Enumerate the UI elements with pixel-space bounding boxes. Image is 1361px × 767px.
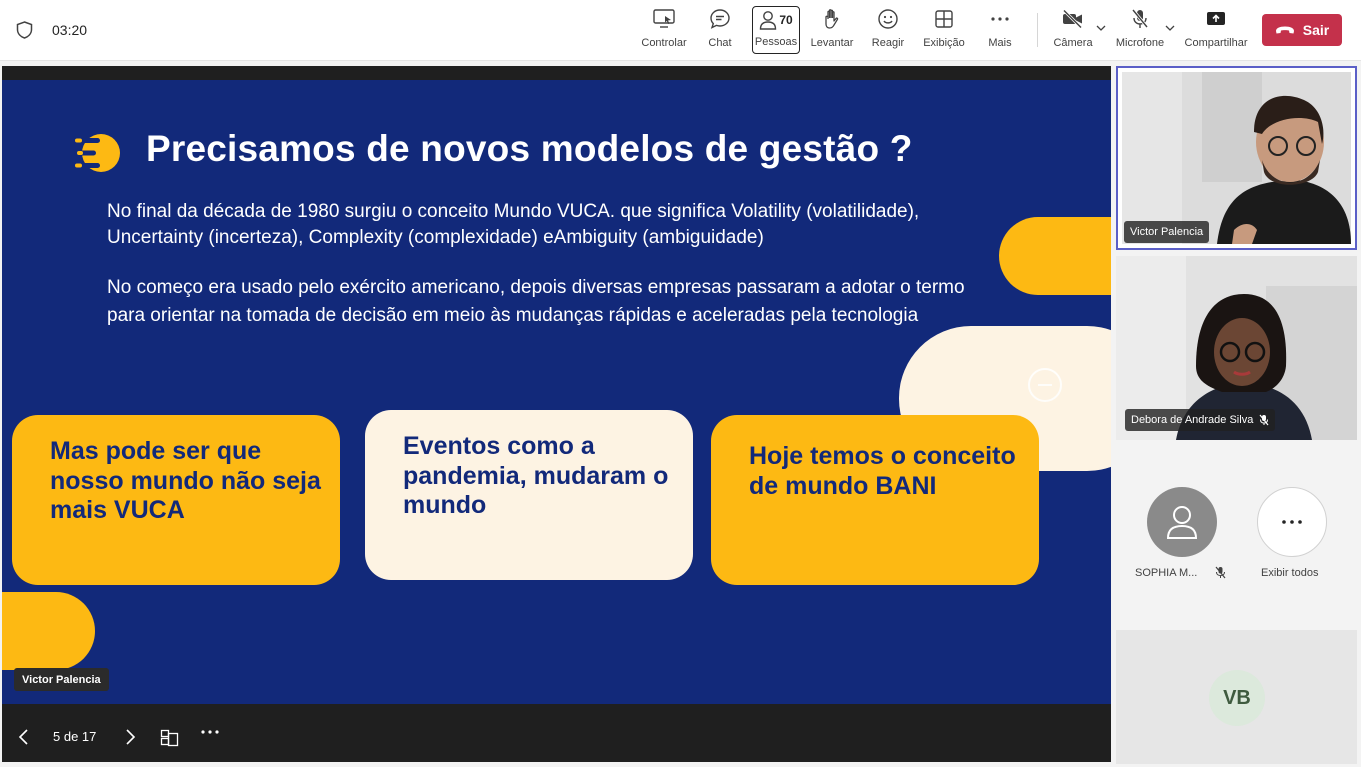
presentation-slide	[2, 80, 1111, 704]
microfone-label: Microfone	[1115, 37, 1165, 49]
smiley-icon	[877, 6, 899, 32]
chat-button[interactable]	[704, 6, 736, 54]
person-icon	[1165, 504, 1199, 540]
share-screen-icon	[1205, 6, 1227, 32]
screen-control-icon	[652, 6, 676, 32]
participant-name-label: SOPHIA M...	[1135, 567, 1198, 579]
speed-circle-logo-icon	[74, 130, 122, 176]
slide-paragraph-1: No final da década de 1980 surgiu o conceito Mundo VUCA. que significa Volatility (volatilidade), Uncertainty (incerteza), Complexity (complexidade) eAmbiguity (ambiguidade)	[107, 201, 920, 248]
camera-button[interactable]	[1053, 6, 1093, 54]
people-icon	[759, 10, 777, 30]
participant-video-image	[1122, 72, 1351, 244]
shield-icon	[16, 21, 33, 39]
meeting-toolbar	[0, 0, 1361, 61]
participant-name: Victor Palencia	[1130, 226, 1204, 238]
slide-more-options-icon[interactable]	[200, 729, 220, 735]
decorative-pill	[999, 217, 1111, 295]
reagir-label: Reagir	[871, 37, 905, 49]
people-icon-wrap	[759, 7, 792, 33]
chat-icon	[709, 6, 731, 32]
decorative-pill	[2, 592, 95, 670]
levantar-label: Levantar	[810, 37, 854, 49]
slide-card: Eventos como a pandemia, mudaram o mundo	[365, 410, 693, 580]
more-horizontal-icon	[1281, 519, 1303, 525]
mais-label: Mais	[988, 37, 1012, 49]
exibicao-label: Exibição	[923, 37, 965, 49]
meeting-timer: 03:20	[52, 22, 88, 38]
compartilhar-button[interactable]	[1184, 6, 1248, 54]
exibicao-button[interactable]	[922, 6, 966, 54]
hang-up-icon	[1275, 25, 1295, 35]
participant-video-tile[interactable]	[1116, 256, 1357, 440]
reagir-button[interactable]	[870, 6, 906, 54]
camera-label: Câmera	[1053, 37, 1093, 49]
pessoas-button[interactable]	[752, 6, 800, 54]
participant-name-tag	[1125, 409, 1275, 431]
minus-circle-icon	[1028, 368, 1062, 402]
mais-button[interactable]	[984, 6, 1016, 54]
compartilhar-label: Compartilhar	[1184, 37, 1248, 49]
chat-label: Chat	[708, 37, 732, 49]
slide-sorter-icon[interactable]	[160, 729, 180, 747]
toolbar-divider	[1037, 13, 1038, 47]
participant-video-tile[interactable]	[1116, 66, 1357, 250]
controlar-button[interactable]	[641, 6, 687, 54]
layout-grid-icon	[934, 6, 954, 32]
previous-slide-icon[interactable]	[18, 729, 30, 745]
mic-off-icon	[1130, 6, 1150, 32]
microfone-button[interactable]	[1115, 6, 1165, 54]
people-count: 70	[779, 13, 793, 27]
presenter-name-tag: Victor Palencia	[14, 668, 109, 691]
more-horizontal-icon	[990, 6, 1010, 32]
participant-initials-avatar: VB	[1209, 670, 1265, 726]
participant-avatar[interactable]	[1147, 487, 1217, 557]
leave-label: Sair	[1302, 22, 1330, 38]
camera-options-chevron-icon[interactable]	[1095, 22, 1107, 34]
controlar-label: Controlar	[641, 37, 687, 49]
slide-paragraph-2: No começo era usado pelo exército americano, depois diversas empresas passaram a adotar o termo para orientar na tomada de decisão em meio às mudanças rápidas e aceleradas pela tecnologia	[107, 277, 965, 326]
show-all-label: Exibir todos	[1261, 567, 1319, 579]
mic-options-chevron-icon[interactable]	[1164, 22, 1176, 34]
pessoas-label: Pessoas	[754, 36, 798, 48]
participant-name-tag	[1124, 221, 1209, 243]
levantar-button[interactable]	[810, 6, 854, 54]
next-slide-icon[interactable]	[124, 729, 136, 745]
leave-button[interactable]	[1262, 14, 1342, 46]
raise-hand-icon	[822, 6, 842, 32]
mic-muted-icon	[1215, 566, 1226, 579]
mic-muted-icon	[1259, 414, 1269, 426]
slide-navigation-bar	[2, 704, 1111, 762]
slide-title: Precisamos de novos modelos de gestão ?	[146, 128, 913, 169]
slide-card: Hoje temos o conceito de mundo BANI	[711, 415, 1039, 585]
participant-name: Debora de Andrade Silva	[1131, 414, 1254, 426]
show-all-participants-button[interactable]	[1257, 487, 1327, 557]
slide-card: Mas pode ser que nosso mundo não seja mais VUCA	[12, 415, 340, 585]
camera-off-icon	[1061, 6, 1085, 32]
participant-video-feed	[1122, 72, 1351, 244]
slide-counter: 5 de 17	[53, 729, 97, 744]
